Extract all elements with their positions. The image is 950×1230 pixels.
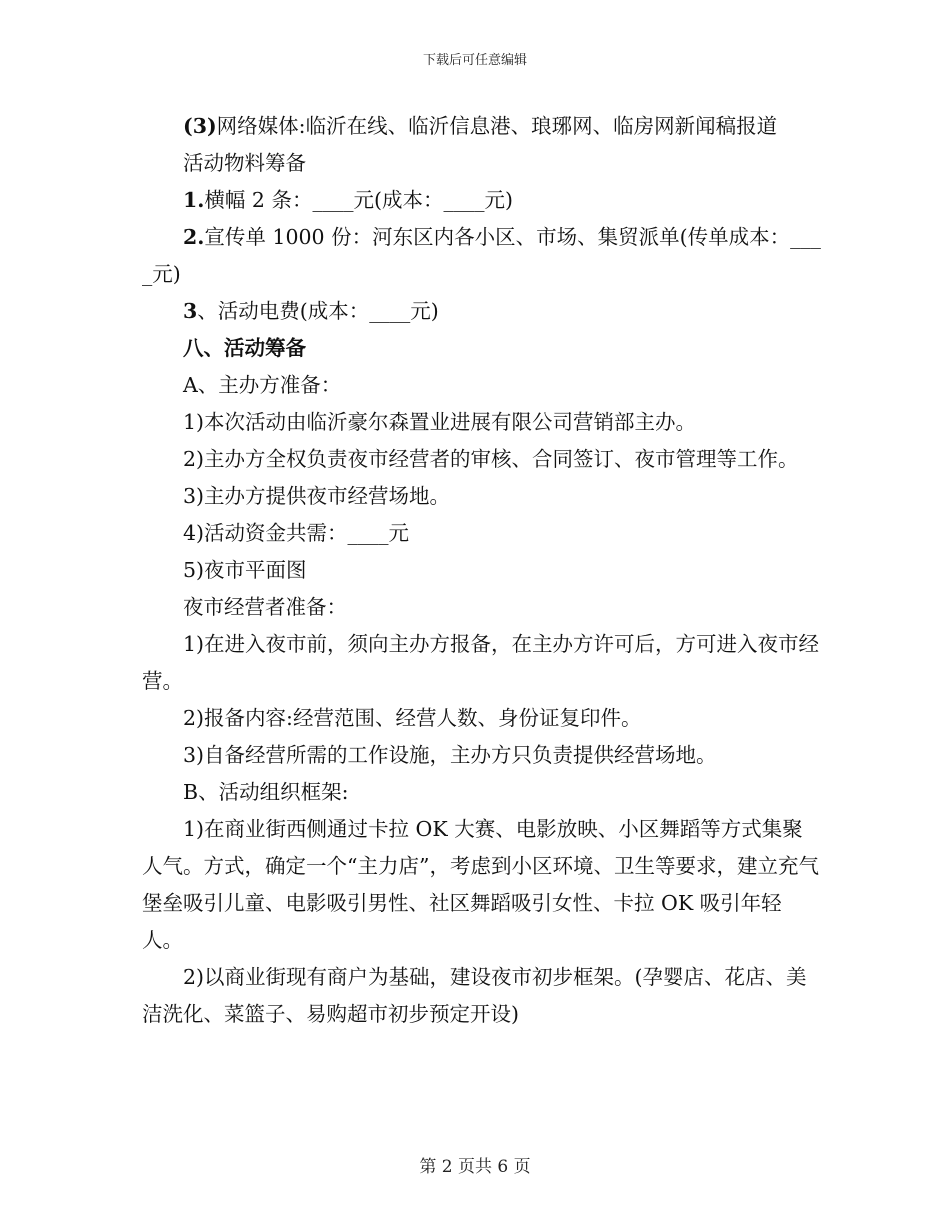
paragraph-text: 、活动电费(成本：____元) <box>197 299 439 323</box>
paragraph-organizer-title <box>142 367 822 404</box>
paragraph-framework-2 <box>142 959 822 1033</box>
paragraph-electricity <box>142 293 822 330</box>
document-body <box>142 108 822 1033</box>
paragraph-materials-title <box>142 145 822 182</box>
paragraph-organizer-2 <box>142 441 822 478</box>
paragraph-framework-1 <box>142 811 822 959</box>
paragraph-text: 2)主办方全权负责夜市经营者的审核、合同签订、夜市管理等工作。 <box>183 447 799 471</box>
paragraph-text: 5)夜市平面图 <box>183 558 307 582</box>
paragraph-text: 1)在商业街西侧通过卡拉 OK 大赛、电影放映、小区舞蹈等方式集聚人气。方式，确定一个“主力店”，考虑到小区环境、卫生等要求，建立充气堡垒吸引儿童、电影吸引男性、社区舞蹈吸引女性、卡拉 OK 吸引年轻人。 <box>142 817 819 952</box>
paragraph-organizer-3 <box>142 478 822 515</box>
paragraph-text: 八、活动筹备 <box>183 336 306 360</box>
paragraph-lead: (3) <box>183 114 217 138</box>
paragraph-text: 1)在进入夜市前，须向主办方报备，在主办方许可后，方可进入夜市经营。 <box>142 632 820 693</box>
paragraph-vendor-2 <box>142 700 822 737</box>
paragraph-text: 网络媒体:临沂在线、临沂信息港、琅琊网、临房网新闻稿报道 <box>216 114 778 138</box>
paragraph-organizer-5 <box>142 552 822 589</box>
paragraph-text: 2)报备内容:经营范围、经营人数、身份证复印件。 <box>183 706 642 730</box>
paragraph-text: 活动物料筹备 <box>183 151 306 175</box>
paragraph-text: B、活动组织框架: <box>183 780 349 804</box>
paragraph-network-media <box>142 108 822 145</box>
page-number: 第 2 页共 6 页 <box>419 1157 531 1177</box>
paragraph-organizer-4 <box>142 515 822 552</box>
paragraph-organizer-1 <box>142 404 822 441</box>
page-header-text: 下载后可任意编辑 <box>422 53 527 68</box>
paragraph-lead: 1. <box>183 188 205 212</box>
paragraph-text: 宣传单 1000 份：河东区内各小区、市场、集贸派单(传单成本：____元) <box>142 225 821 286</box>
paragraph-text: 夜市经营者准备： <box>183 595 347 619</box>
paragraph-text: 3)主办方提供夜市经营场地。 <box>183 484 451 508</box>
paragraph-lead: 2. <box>183 225 205 249</box>
paragraph-text: 2)以商业街现有商户为基础，建设夜市初步框架。(孕婴店、花店、美洁洗化、菜篮子、易购超市初步预定开设) <box>142 965 807 1026</box>
paragraph-text: 1)本次活动由临沂豪尔森置业进展有限公司营销部主办。 <box>183 410 697 434</box>
page-footer <box>0 1157 950 1177</box>
paragraph-vendor-1 <box>142 626 822 700</box>
paragraph-text: A、主办方准备： <box>183 373 342 397</box>
paragraph-vendor-3 <box>142 737 822 774</box>
paragraph-lead: 3 <box>183 299 198 323</box>
paragraph-text: 4)活动资金共需：____元 <box>183 521 410 545</box>
paragraph-text: 横幅 2 条：____元(成本：____元) <box>204 188 513 212</box>
paragraph-vendor-title <box>142 589 822 626</box>
paragraph-framework-title <box>142 774 822 811</box>
section-heading-preparation <box>142 330 822 367</box>
paragraph-text: 3)自备经营所需的工作设施，主办方只负责提供经营场地。 <box>183 743 717 767</box>
paragraph-banner <box>142 182 822 219</box>
paragraph-flyers <box>142 219 822 293</box>
page-header <box>0 53 950 69</box>
